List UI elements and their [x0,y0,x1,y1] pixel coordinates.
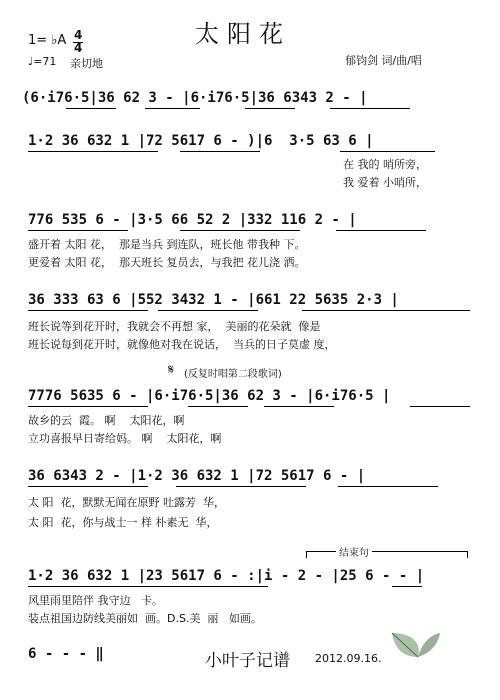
score-line: 776 535 6 - |3·5 66 52 2 |332 116 2 - | [28,212,357,228]
tempo-marking: ♩=71 [28,55,57,68]
lyric-verse-2: 立功喜报早日寄给妈。 啊 太阳花，啊 [28,432,222,445]
beam [264,406,334,407]
lyric-verse-1: 班长说等到花开时，我就会不再想 家， 美丽的花朵就 像是 [28,320,321,333]
beam [180,230,300,231]
song-title: 太阳花 [195,20,291,48]
ending-label: 结束句 [336,544,372,559]
beam [188,406,248,407]
leaf-icon [380,625,450,665]
beam [28,230,128,231]
beam [176,486,306,487]
beam [168,586,268,587]
lyric-verse-2: 装点祖国边防线美丽如 画。D.S.美 丽 如画。 [28,612,262,625]
score-line: 1·2 36 632 1 |23 5617 6 - :|i - 2 - |25 6 - - | [28,568,425,584]
beam [410,406,470,407]
beam [66,108,116,109]
key-signature: 1= ♭A [28,33,67,48]
beam [158,310,258,311]
signature: 小叶子记谱 [205,651,290,671]
repeat-note: (反复时唱第二段歌词) [184,369,282,380]
score-line: 36 333 63 6 |552 3432 1 - |661 22 5635 2·3 | [28,292,399,308]
lyric-verse-1: 故乡的云 霞。 啊 太阳花，啊 [28,414,185,427]
beam [28,486,148,487]
lyric-verse-1: 太 阳 花，默默无闻在原野 吐露芳 华， [28,496,225,509]
time-signature-bottom: 4 [74,41,83,55]
date: 2012.09.16. [315,652,382,665]
score-line: 36 6343 2 - |1·2 36 632 1 |72 5617 6 - | [28,468,366,484]
score-line: 6 - - - ‖ [28,646,104,662]
beam [330,108,410,109]
mood-marking: 亲切地 [70,57,103,70]
time-signature-top: 4 [74,28,83,42]
beam [340,151,435,152]
beam [28,586,168,587]
score-line: (6·i76·5|36 62 3 - |6·i76·5|36 6343 2 - | [22,90,368,106]
lyric-verse-2: 更爱着 太阳 花， 那天班长 复员去，与我把 花儿浇 洒。 [28,256,306,269]
credit-line: 郁钧剑 词/曲/唱 [345,54,422,67]
beam [28,310,148,311]
lyric-verse-2: 太 阳 花，你与战士一 样 朴素无 华， [28,516,218,529]
beam [245,108,295,109]
beam [302,310,470,311]
beam [145,108,200,109]
score-line: 7776 5635 6 - |6·i76·5|36 62 3 - |6·i76·5 | [28,388,391,404]
lyric-verse-2: 班长说每到花开时，就像他对我在说话， 当兵的日子莫虚 度， [28,338,336,351]
lyric-verse-1: 盛开着 太阳 花， 那是当兵 到连队，班长他 带我种 下。 [28,238,306,251]
beam [338,486,438,487]
beam [28,151,158,152]
segno-icon: 𝄋 [168,362,175,378]
lyric-verse-2: 我 爱着 小哨所， [343,176,427,189]
beam [180,151,260,152]
beam [336,230,426,231]
score-line: 1·2 36 632 1 |72 5617 6 - )|6 3·5 63 6 | [28,133,374,149]
beam [392,586,422,587]
lyric-verse-1: 在 我的 哨所旁， [343,158,427,171]
ending-bracket [306,551,468,558]
lyric-verse-1: 风里雨里陪伴 我守边 卡。 [28,594,163,607]
beam [28,406,148,407]
